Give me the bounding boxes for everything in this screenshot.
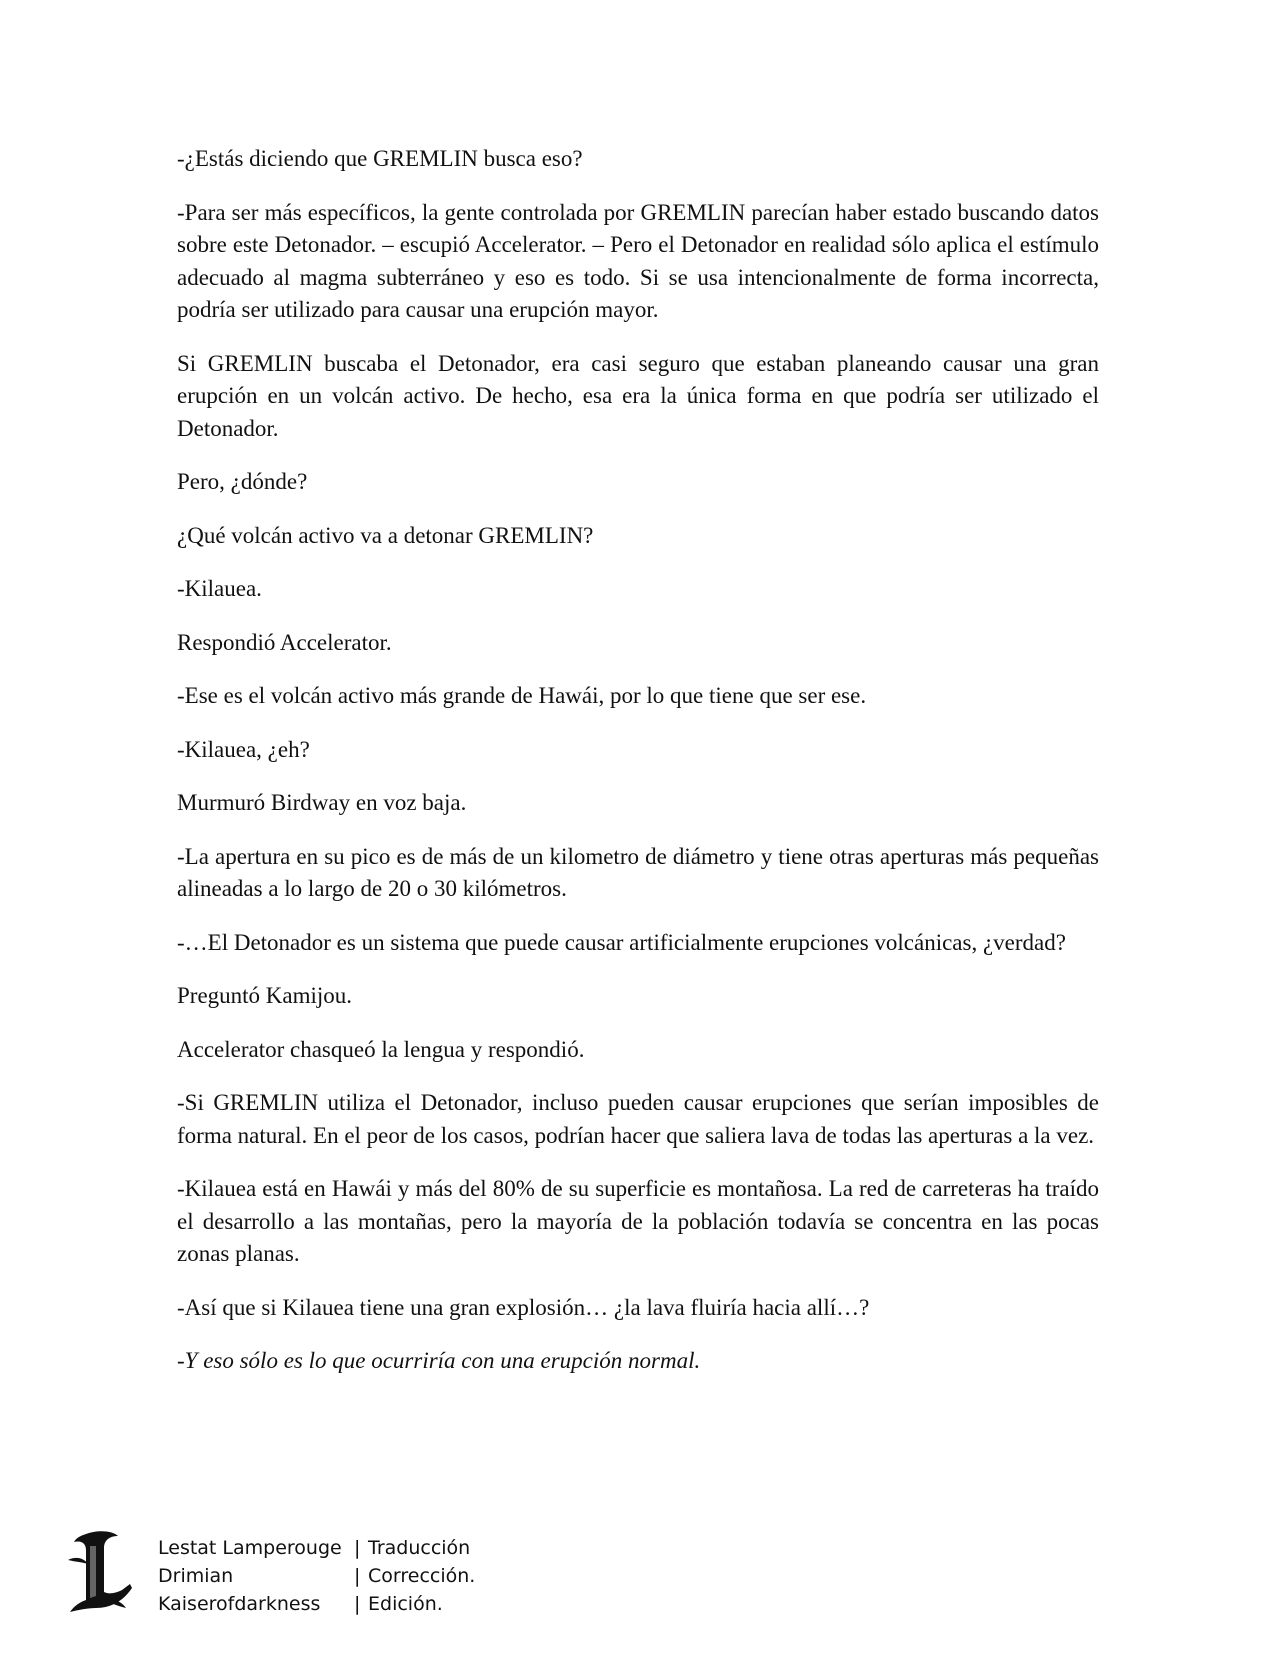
paragraph: Accelerator chasqueó la lengua y respondió. [177, 1036, 585, 1062]
paragraph: -La apertura en su pico es de más de un kilometro de diámetro y tiene otras aperturas más pequeñas alineadas a lo largo de 20 o 30 kilómetros. [177, 843, 1099, 901]
paragraph: -Así que si Kilauea tiene una gran explosión… ¿la lava fluiría hacia allí…? [177, 1294, 870, 1320]
paragraph: -Kilauea. [177, 576, 262, 601]
credit-separator: | [354, 1565, 361, 1587]
credit-row [158, 1590, 475, 1618]
paragraph: Pero, ¿dónde? [177, 469, 308, 494]
paragraph: Si GREMLIN buscaba el Detonador, era casi seguro que estaban planeando causar una gran erupción en un volcán activo. De hecho, esa era la única forma en que podría ser utilizado el Detonador. [177, 350, 1099, 441]
credits-footer [66, 1530, 586, 1630]
paragraph: Murmuró Birdway en voz baja. [177, 790, 467, 815]
paragraph: Respondió Accelerator. [177, 629, 392, 655]
paragraph: -…El Detonador es un sistema que puede causar artificialmente erupciones volcánicas, ¿verdad? [177, 929, 1066, 955]
paragraph: -Y eso sólo es lo que ocurriría con una erupción normal. [177, 1348, 701, 1373]
credit-separator: | [354, 1537, 361, 1559]
credit-row [158, 1562, 475, 1590]
credit-name: Drimian [158, 1565, 234, 1587]
credits-list [158, 1534, 475, 1618]
paragraph: Preguntó Kamijou. [177, 983, 353, 1008]
paragraph: -Kilauea, ¿eh? [177, 736, 310, 762]
gothic-letter-l-logo-icon [66, 1530, 134, 1612]
paragraph: -Si GREMLIN utiliza el Detonador, incluso pueden causar erupciones que serían imposibles de forma natural. En el peor de los casos, podrían hacer que saliera lava de todas las aperturas a la vez. [177, 1090, 1099, 1148]
credit-name: Kaiserofdarkness [158, 1593, 321, 1615]
credit-role: Corrección. [368, 1565, 476, 1587]
credit-row [158, 1534, 475, 1562]
body-text [177, 143, 1099, 1399]
credit-role: Traducción [368, 1537, 471, 1559]
paragraph: -Para ser más específicos, la gente controlada por GREMLIN parecían haber estado buscando datos sobre este Detonador. – escupió Accelerator. – Pero el Detonador en realidad sólo aplica el estímulo adecuado al magma subterráneo y eso es todo. Si se usa intencionalmente de forma incorrecta, podría ser utilizado para causar una erupción mayor. [177, 199, 1099, 322]
credit-name: Lestat Lamperouge [158, 1537, 342, 1559]
paragraph: -¿Estás diciendo que GREMLIN busca eso? [177, 146, 583, 171]
paragraph: -Ese es el volcán activo más grande de Hawái, por lo que tiene que ser ese. [177, 683, 867, 708]
paragraph: -Kilauea está en Hawái y más del 80% de su superficie es montañosa. La red de carreteras ha traído el desarrollo a las montañas, pero la mayoría de la población todavía se concentra en las pocas zonas planas. [177, 1176, 1099, 1266]
credit-role: Edición. [368, 1593, 443, 1615]
credit-separator: | [354, 1593, 361, 1615]
paragraph: ¿Qué volcán activo va a detonar GREMLIN? [177, 522, 594, 548]
